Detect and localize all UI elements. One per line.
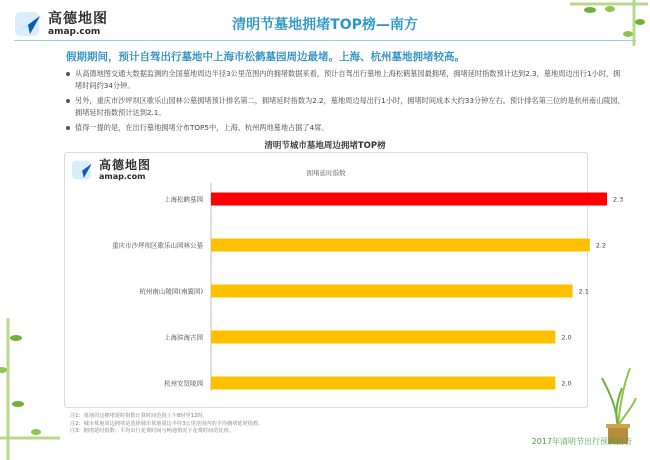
bullet-list [66,68,626,137]
category-label: 杭州安贤陵园 [164,379,203,388]
value-label: 2.3 [613,195,624,204]
report-title: 2017年清明节出行预测报告 [531,437,632,446]
brand-name: 高德地图 [48,10,108,27]
chart-brand-domain: amap.com [99,172,146,181]
amap-logo-icon [71,159,95,181]
brand-domain: amap.com [48,26,101,37]
chart-title: 清明节城市墓地周边拥堵TOP榜 [264,141,386,151]
bar [211,377,555,390]
value-label: 2.0 [561,379,572,388]
footnotes [70,413,490,436]
category-label: 重庆市沙坪坝区歌乐山园林公墓 [112,241,203,250]
bullet-item: 值得一提的是，在出行墓地拥堵分布TOP5中，上海、杭州两地墓地占据了4席。 [66,122,626,134]
bar [211,239,590,252]
bar [211,193,607,206]
page-title: 清明节墓地拥堵TOP榜—南方 [232,17,418,33]
bar-chart [65,153,624,407]
bullet-item: 另外，重庆市沙坪坝区歌乐山园林公墓拥堵预计排名第二，拥堵延时指数为2.2，墓地周边每出行1小时，拥堵时间成本大约33分钟左右。预计排名第三位的是杭州南山陵园，拥堵延时指数预计达到2.1。 [66,95,626,119]
chart-container [64,152,624,408]
category-label: 杭州南山陵园(南翼园) [139,287,203,296]
footnote: 注1：墓地周边拥堵延时指数计算时间范围上午8时至12时。 [70,413,208,419]
footnote: 注3：拥堵延时指数：平均出行花费时间与畅通情况下花费时间的比值。 [70,428,235,434]
bullet-item: 从高德地图交通大数据监测的全国墓地周边半径3公里范围内的拥堵数据来看，预计自驾出行墓地上海松鹤墓园最拥堵，拥堵延时指数预计达到2.3，墓地周边出行1小时，拥堵时间约34分钟。 [66,68,626,92]
headline: 假期期间，预计自驾出行墓地中上海市松鹤墓园周边最堵。上海、杭州墓地拥堵较高。 [66,51,465,63]
title-divider [14,40,636,41]
category-label: 上海滨海古园 [164,333,203,342]
chart-brand-logo [71,159,151,181]
category-label: 上海松鹤墓园 [164,195,203,204]
bamboo-vine-decoration-left [0,318,60,460]
value-label: 2.0 [561,333,572,342]
bar [211,331,555,344]
legend-label: 拥堵延时指数 [306,169,346,177]
value-label: 2.2 [595,241,607,250]
bar [211,285,573,298]
footnote: 注2：城市墓地周边拥堵是选择城市墓地周边半径3公里范围内的平均拥堵延时指数。 [70,420,264,427]
chart-brand-name: 高德地图 [99,158,152,172]
value-label: 2.1 [578,287,589,296]
